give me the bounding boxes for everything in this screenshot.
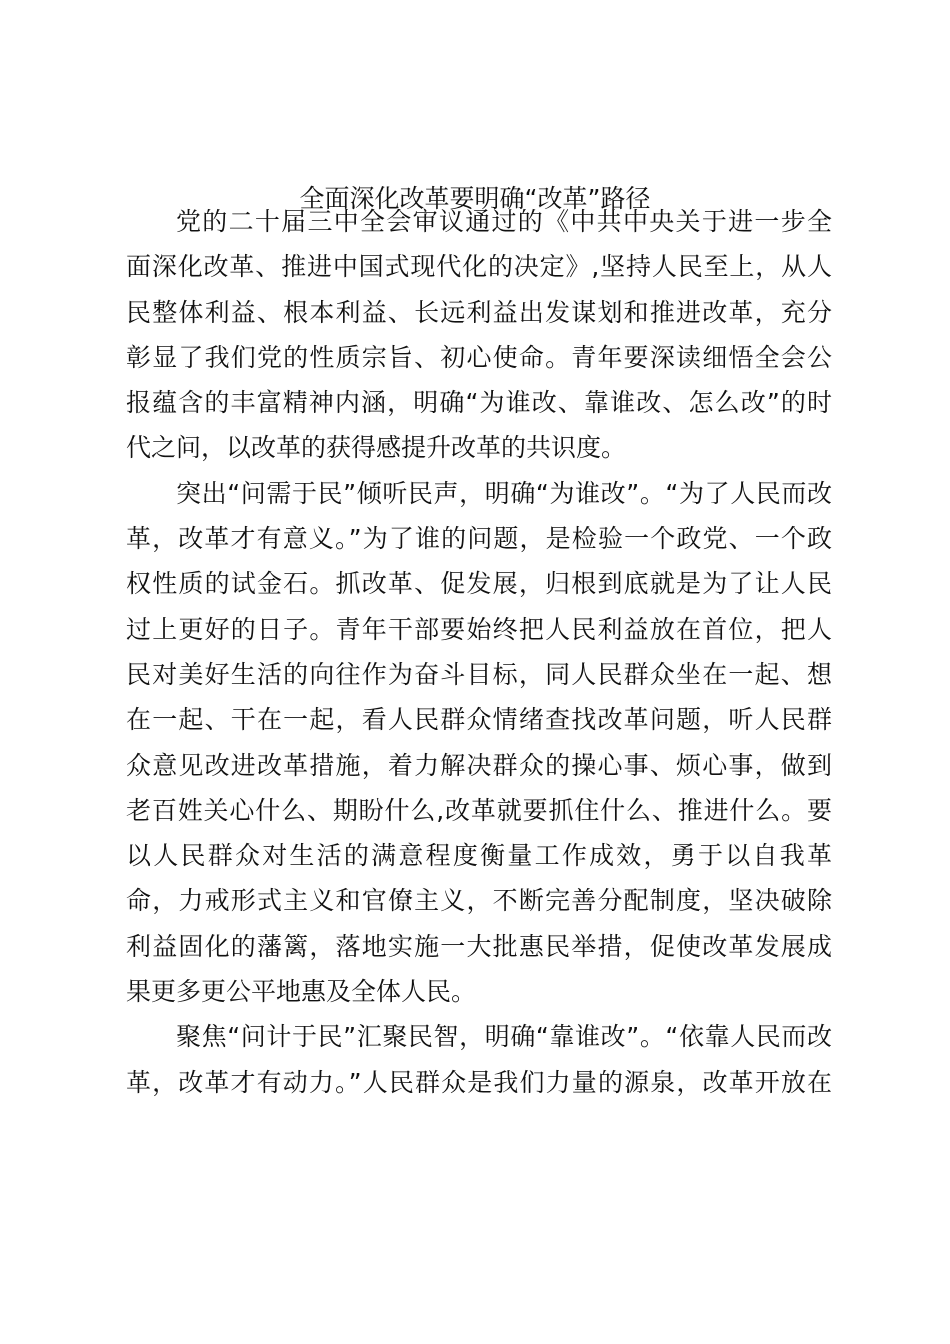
text-line: 革，改革才有意义。”为了谁的问题，是检验一个政党、一个政 [126, 524, 832, 554]
text-line: 老百姓关心什么、期盼什么,改革就要抓住什么、推进什么。要 [126, 795, 832, 825]
text-line: 彰显了我们党的性质宗旨、初心使命。青年要深读细悟全会公 [126, 342, 832, 372]
text-line: 面深化改革、推进中国式现代化的决定》,坚持人民至上，从人 [126, 252, 832, 282]
text-line: 过上更好的日子。青年干部要始终把人民利益放在首位，把人 [126, 614, 832, 644]
text-line: 报蕴含的丰富精神内涵，明确“为谁改、靠谁改、怎么改”的时 [126, 388, 832, 418]
text-line: 众意见改进改革措施，着力解决群众的操心事、烦心事，做到 [126, 750, 832, 780]
text-line: 民整体利益、根本利益、长远利益出发谋划和推进改革，充分 [126, 297, 832, 327]
text-line: 命，力戒形式主义和官僚主义，不断完善分配制度，坚决破除 [126, 886, 832, 916]
text-line: 革，改革才有动力。”人民群众是我们力量的源泉，改革开放在 [126, 1067, 832, 1097]
text-line: 民对美好生活的向往作为奋斗目标，同人民群众坐在一起、想 [126, 659, 832, 689]
text-line: 权性质的试金石。抓改革、促发展，归根到底就是为了让人民 [126, 569, 832, 599]
text-line: 在一起、干在一起，看人民群众情绪查找改革问题，听人民群 [126, 705, 832, 735]
text-line: 利益固化的藩篱，落地实施一大批惠民举措，促使改革发展成 [126, 931, 832, 961]
text-line-paragraph-2-end: 果更多更公平地惠及全体人民。 [126, 977, 477, 1007]
text-line-paragraph-3-start: 聚焦“问计于民”汇聚民智，明确“靠谁改”。“依靠人民而改 [176, 1022, 832, 1052]
document-body [126, 199, 832, 1105]
document-title: 全面深化改革要明确“改革”路径 [299, 184, 651, 213]
text-line: 以人民群众对生活的满意程度衡量工作成效，勇于以自我革 [126, 841, 832, 871]
text-line-paragraph-1-end: 代之问，以改革的获得感提升改革的共识度。 [126, 433, 627, 463]
text-line-paragraph-2-start: 突出“问需于民”倾听民声，明确“为谁改”。“为了人民而改 [176, 478, 832, 508]
text-line-paragraph-1-start: 党的二十届三中全会审议通过的《中共中央关于进一步全 [176, 207, 832, 236]
